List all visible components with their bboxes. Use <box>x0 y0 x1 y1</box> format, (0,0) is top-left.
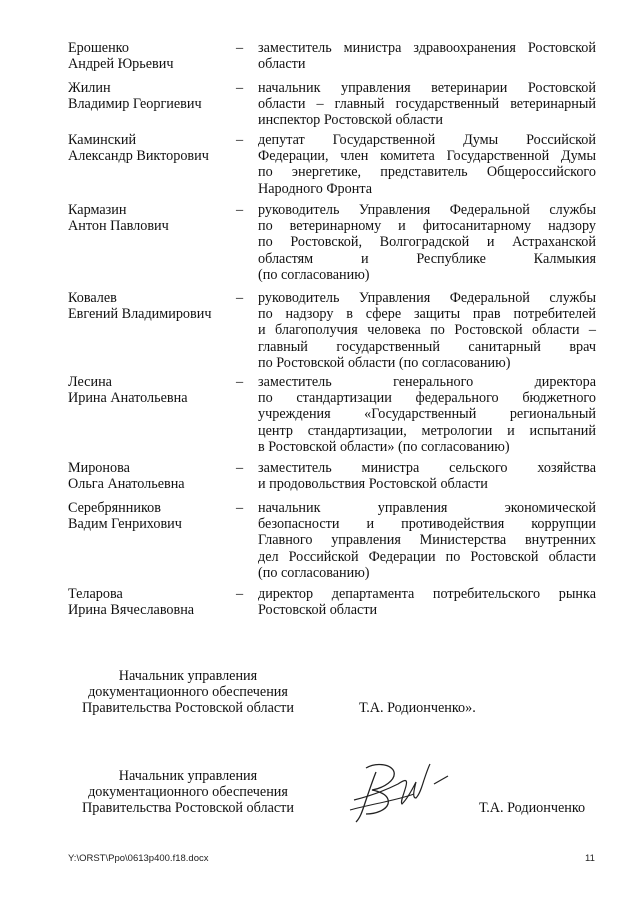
handwritten-signature <box>342 760 452 826</box>
dash: – <box>236 80 244 96</box>
dash: – <box>236 290 244 306</box>
dash: – <box>236 374 244 390</box>
page-number: 11 <box>585 853 595 864</box>
dash: – <box>236 586 244 602</box>
signatory-title: Начальник управления документационного обеспечения Правительства Ростовской области <box>82 668 294 717</box>
member-position: начальник управления ветеринарии Ростовской области – главный государственный ветеринарный инспектор Ростовской области <box>258 80 596 129</box>
member-name: Теларова Ирина Вячеславовна <box>68 586 195 619</box>
member-position: депутат Государственной Думы Российской Федерации, член комитета Государственной Думы по энергетике, представитель Общероссийского Народного Фронта <box>258 132 596 197</box>
member-position: заместитель министра здравоохранения Ростовской области <box>258 40 596 73</box>
member-position: руководитель Управления Федеральной службы по ветеринарному и фитосанитарному надзору по Ростовской, Волгоградской и Астраханской областям и Республике Калмыкия (по согласованию) <box>258 202 596 283</box>
member-name: Лесина Ирина Анатольевна <box>68 374 188 407</box>
member-name: Жилин Владимир Георгиевич <box>68 80 202 113</box>
member-name: Миронова Ольга Анатольевна <box>68 460 185 493</box>
dash: – <box>236 202 244 218</box>
member-name: Серебрянников Вадим Генрихович <box>68 500 182 533</box>
member-name: Ерошенко Андрей Юрьевич <box>68 40 174 73</box>
signatory-name: Т.А. Родионченко <box>479 800 586 816</box>
member-position: начальник управления экономической безопасности и противодействия коррупции Главного управления Министерства внутренних дел Российской Федерации по Ростовской области (по согласованию) <box>258 500 596 581</box>
member-name: Каминский Александр Викторович <box>68 132 209 165</box>
file-path: Y:\ORST\Ppo\0613p400.f18.docx <box>68 853 209 864</box>
member-name: Кармазин Антон Павлович <box>68 202 169 235</box>
member-position: заместитель министра сельского хозяйства и продовольствия Ростовской области <box>258 460 596 493</box>
member-name: Ковалев Евгений Владимирович <box>68 290 212 323</box>
member-position: директор департамента потребительского рынка Ростовской области <box>258 586 596 619</box>
signatory-name: Т.А. Родионченко». <box>359 700 476 716</box>
dash: – <box>236 132 244 148</box>
dash: – <box>236 460 244 476</box>
dash: – <box>236 500 244 516</box>
member-position: руководитель Управления Федеральной службы по надзору в сфере защиты прав потребителей и благополучия человека по Ростовской области – главный государственный санитарный врач по Ростовской области (по согласованию) <box>258 290 596 371</box>
dash: – <box>236 40 244 56</box>
signatory-title: Начальник управления документационного обеспечения Правительства Ростовской области <box>82 768 294 817</box>
member-position: заместитель генерального директора по стандартизации федерального бюджетного учреждения «Государственный региональный центр стандартизации, метрологии и испытаний в Ростовской области» (по согласованию) <box>258 374 596 455</box>
